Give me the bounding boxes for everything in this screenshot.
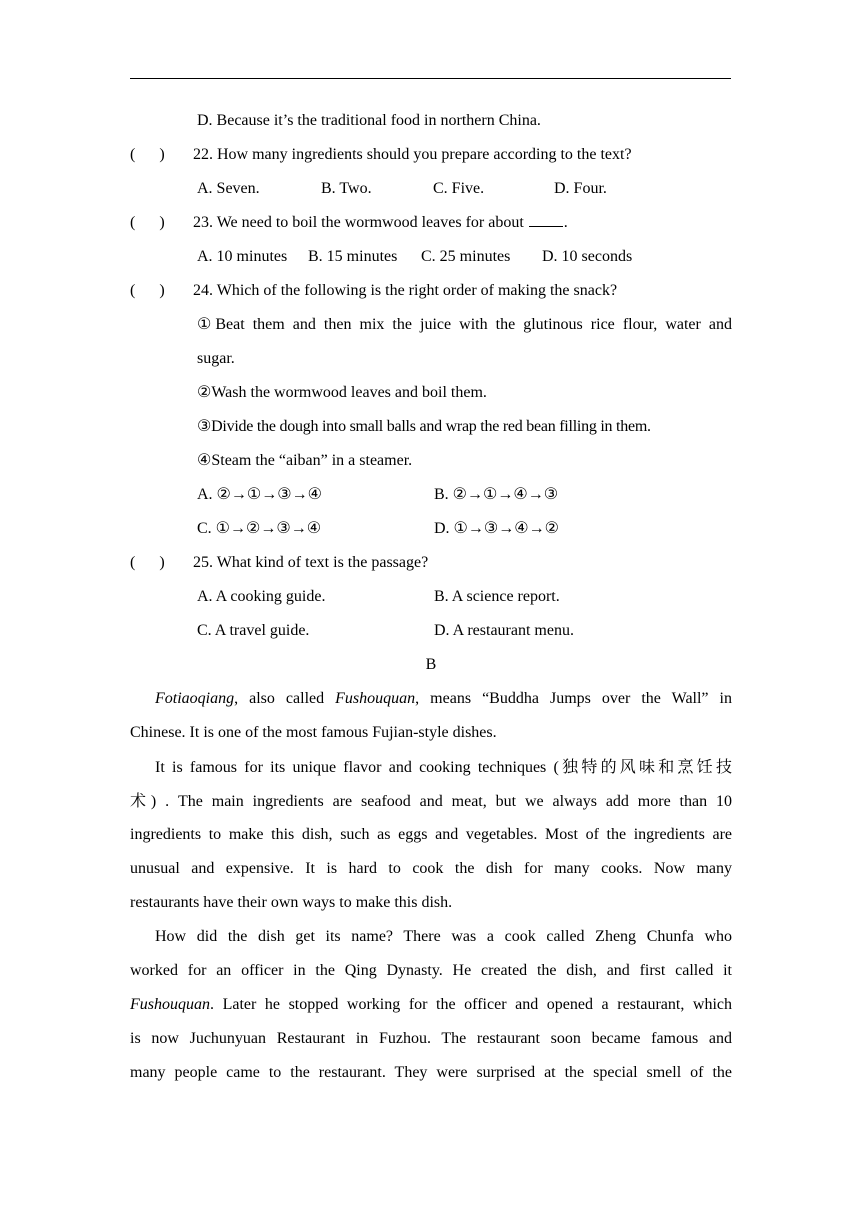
answer-blank xyxy=(529,206,563,227)
header-rule xyxy=(130,78,731,79)
question-text: 23. We need to boil the wormwood leaves for about . xyxy=(193,206,568,240)
option-c: C. 25 minutes xyxy=(421,248,511,265)
option-d: D. 10 seconds xyxy=(542,248,633,265)
answer-paren-close: ) xyxy=(159,282,165,299)
question-25-options-row1 xyxy=(130,580,732,614)
option-d: D. A restaurant menu. xyxy=(434,622,574,639)
section-heading-b: B xyxy=(425,656,437,673)
question-23 xyxy=(130,206,732,240)
step-4: ④Steam the “aiban” in a steamer. xyxy=(197,452,413,469)
option-b: B. A science report. xyxy=(434,588,560,605)
passage-paragraph-1: Fotiaoqiang, also called Fushouquan, means “Buddha Jumps over the Wall” in Chinese. It is one of the most famous Fujian-style dishes. xyxy=(130,690,733,741)
question-text: 22. How many ingredients should you prepare according to the text? xyxy=(193,146,632,163)
step-1-cont: sugar. xyxy=(197,350,235,367)
step-2: ②Wash the wormwood leaves and boil them. xyxy=(197,384,487,401)
step-3: ③Divide the dough into small balls and wrap the red bean filling in them. xyxy=(197,418,651,435)
option-d: D. Four. xyxy=(554,180,607,197)
option-b: B. 15 minutes xyxy=(308,248,398,265)
option-d: D. ①→③→④→② xyxy=(434,520,559,537)
question-24-options-row1 xyxy=(130,478,732,512)
option-a: A. ②→①→③→④ xyxy=(197,486,322,503)
answer-paren-close: ) xyxy=(159,554,165,571)
option-a: A. Seven. xyxy=(197,180,260,197)
step-1: ①Beat them and then mix the juice with the glutinous rice flour, water and xyxy=(197,316,732,333)
answer-paren-open: ( xyxy=(130,282,136,299)
answer-paren-close: ) xyxy=(159,146,165,163)
answer-paren-open: ( xyxy=(130,554,136,571)
passage-paragraph-3: How did the dish get its name? There was a cook called Zheng Chunfa who worked for an officer in the Qing Dynasty. He created the dish, and first called it Fushouquan. Later he stopped working for the officer and opened a restaurant, which is now Juchunyuan Restaurant in Fuzhou. The restaurant soon became famous and many people came to the restaurant. They were surprised at the special smell of the xyxy=(130,928,732,1081)
question-23-options xyxy=(130,240,732,274)
question-text: 24. Which of the following is the right order of making the snack? xyxy=(193,282,618,299)
answer-paren-close: ) xyxy=(159,214,165,231)
question-text: 25. What kind of text is the passage? xyxy=(193,554,429,571)
q21-option-d: D. Because it’s the traditional food in northern China. xyxy=(197,112,541,129)
option-c: C. A travel guide. xyxy=(197,622,310,639)
passage-paragraph-2: It is famous for its unique flavor and cooking techniques (独特的风味和烹饪技 术) . The main ingredients are seafood and meat, but we always add more than 10 ingredients to make this dish, such as eggs and vegetables. Most of the ingredients are unusual and expensive. It is hard to cook the dish for many cooks. Now many restaurants have their own ways to make this dish. xyxy=(130,757,732,911)
answer-paren-open: ( xyxy=(130,146,136,163)
option-a: A. A cooking guide. xyxy=(197,588,326,605)
option-b: B. ②→①→④→③ xyxy=(434,486,559,503)
option-c: C. Five. xyxy=(433,180,485,197)
question-24 xyxy=(130,274,732,308)
question-25 xyxy=(130,546,732,580)
question-25-options-row2 xyxy=(130,614,732,648)
answer-paren-open: ( xyxy=(130,214,136,231)
question-24-options-row2 xyxy=(130,512,732,546)
option-c: C. ①→②→③→④ xyxy=(197,520,322,537)
option-a: A. 10 minutes xyxy=(197,248,288,265)
question-22 xyxy=(130,138,732,172)
page-content xyxy=(130,104,732,1090)
question-22-options xyxy=(130,172,732,206)
option-b: B. Two. xyxy=(321,180,372,197)
